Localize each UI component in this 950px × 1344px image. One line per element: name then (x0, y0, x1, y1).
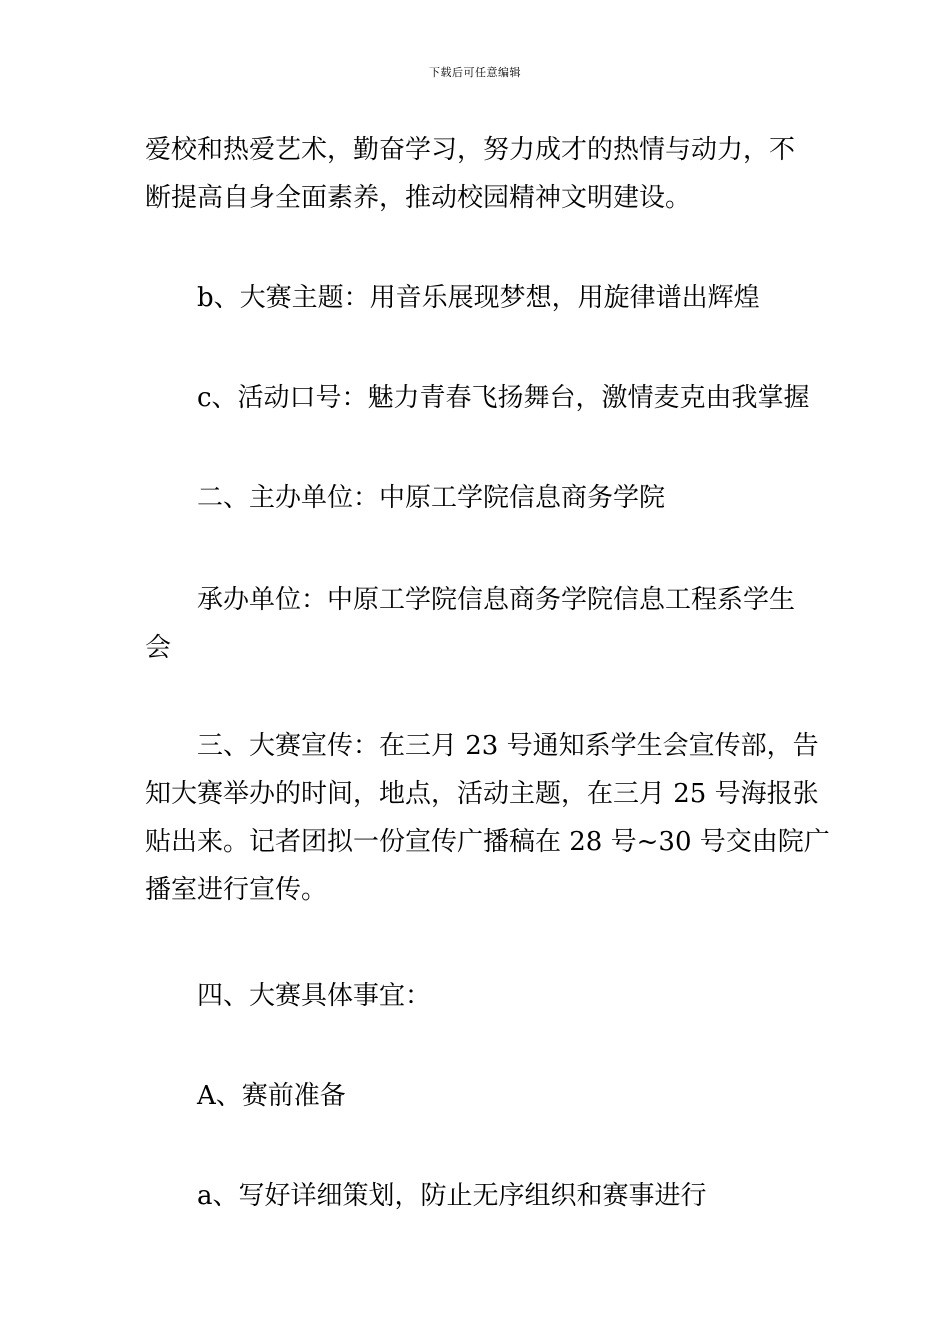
paragraph-slogan (145, 374, 862, 422)
text-line: c、活动口号：魅力青春飞扬舞台，激情麦克由我掌握 (197, 383, 810, 413)
paragraph-host (145, 474, 862, 522)
text-line: 播室进行宣传。 (145, 875, 328, 905)
text-line: A、赛前准备 (197, 1081, 346, 1111)
text-line: b、大赛主题：用音乐展现梦想，用旋律谱出辉煌 (197, 283, 760, 313)
paragraph-publicity (145, 722, 830, 914)
paragraph-planning (145, 1172, 862, 1220)
paragraph-contest-theme (145, 274, 862, 322)
paragraph-organizer (145, 576, 810, 672)
paragraph-preparation (145, 1072, 862, 1120)
paragraph-details-heading (145, 972, 862, 1020)
text-line: 承办单位：中原工学院信息商务学院信息工程系学生 (197, 585, 796, 615)
text-line: 二、主办单位：中原工学院信息商务学院 (197, 483, 666, 513)
text-line: 三、大赛宣传：在三月 23 号通知系学生会宣传部，告 (197, 731, 819, 761)
page-header: 下载后可任意编辑 (429, 66, 521, 79)
text-line: 知大赛举办的时间，地点，活动主题，在三月 25 号海报张 (145, 779, 819, 809)
text-line: 会 (145, 633, 172, 663)
paragraph-intro-continuation (145, 126, 810, 222)
text-line: 贴出来。记者团拟一份宣传广播稿在 28 号~30 号交由院广 (145, 827, 830, 857)
text-line: 四、大赛具体事宜： (197, 981, 432, 1011)
text-line: a、写好详细策划，防止无序组织和赛事进行 (197, 1181, 707, 1211)
text-line: 爱校和热爱艺术，勤奋学习，努力成才的热情与动力，不 (145, 135, 796, 165)
text-line: 断提高自身全面素养，推动校园精神文明建设。 (145, 183, 692, 213)
